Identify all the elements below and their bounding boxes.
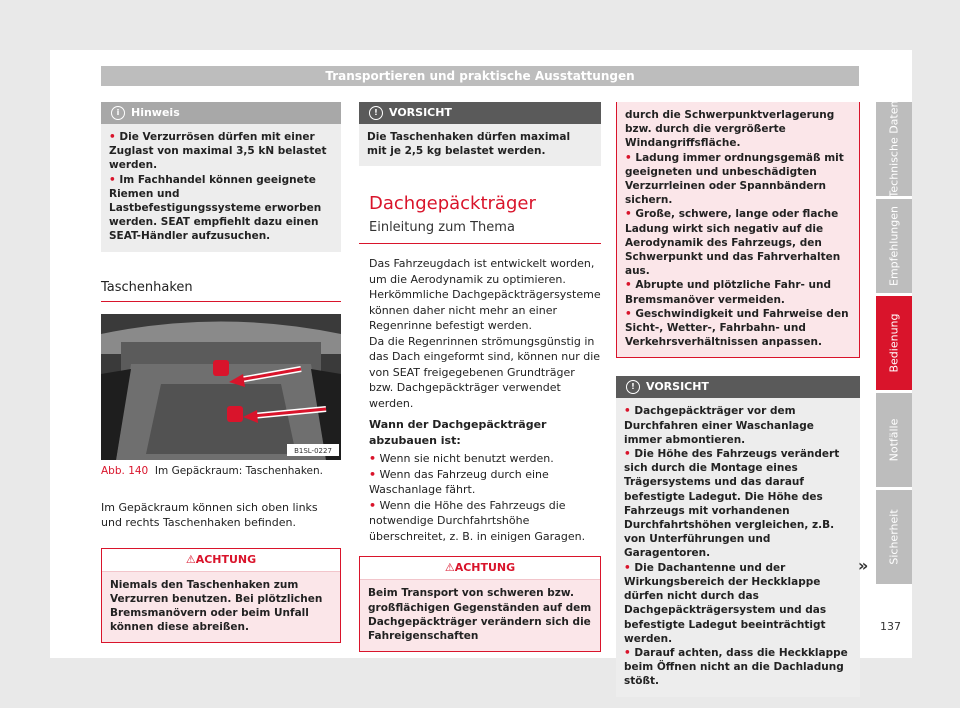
trunk-figure xyxy=(101,314,341,460)
list-item: • Die Dachantenne und der Wirkungsbereich der Heckklappe dürfen nicht durch das Dachgepäckträgersystem und das befestigte Ladegut beeinträchtigt werden. xyxy=(624,561,827,645)
section-title-dachgepaecktraeger: Dachgepäckträger xyxy=(369,193,536,215)
section-title-taschenhaken: Taschenhaken xyxy=(101,279,193,295)
tab-notfaelle[interactable]: Notfälle xyxy=(876,393,912,487)
achtung-box xyxy=(359,556,601,652)
list-item: • Wenn das Fahrzeug durch eine Waschanlage fährt. xyxy=(369,467,549,497)
right-column xyxy=(616,102,860,697)
hinweis-header: i Hinweis xyxy=(101,102,341,124)
info-icon: i xyxy=(111,106,125,120)
running-header: Transportieren und praktische Ausstattungen xyxy=(101,66,859,86)
caution-icon: ! xyxy=(369,106,383,120)
hinweis-box xyxy=(101,102,341,252)
vorsicht-header: ! VORSICHT xyxy=(616,376,860,398)
section-rule xyxy=(101,301,341,302)
list-item: • Große, schwere, lange oder flache Ladung wirkt sich negativ auf die Aerodynamik des Fahrzeugs, den Schwerpunkt und das Fahrverhalten aus. xyxy=(625,208,841,278)
vorsicht-body xyxy=(616,398,860,696)
list-item: • Dachgepäckträger vor dem Durchfahren einer Waschanlage immer abmontieren. xyxy=(624,405,814,446)
hinweis-body xyxy=(101,124,341,252)
tab-sicherheit[interactable]: Sicherheit xyxy=(876,490,912,584)
vorsicht-box xyxy=(359,102,601,166)
section-rule xyxy=(359,243,601,244)
achtung-header: ⚠ACHTUNG xyxy=(360,557,600,580)
trunk-illustration xyxy=(101,314,341,460)
list-item: • Wenn die Höhe des Fahrzeugs die notwendige Durchfahrtshöhe überschreitet, z. B. in einigen Garagen. xyxy=(369,498,586,543)
continue-marker: » xyxy=(858,556,869,575)
paragraph: Das Fahrzeugdach ist entwickelt worden, um die Aerodynamik zu optimieren. Herkömmliche Dachgepäckträgersysteme können daher nicht mehr an einer Regenrinne befestigt werden. xyxy=(369,257,601,333)
hinweis-item: • Die Verzurrösen dürfen mit einer Zuglast von maximal 3,5 kN belastet werden. xyxy=(109,131,327,172)
achtung-box xyxy=(101,548,341,644)
list-item: • Darauf achten, dass die Heckklappe beim Öffnen nicht an die Dachladung stößt. xyxy=(624,646,848,688)
achtung-body: Beim Transport von schweren bzw. großflächigen Gegenständen auf dem Dachgepäckträger verändern sich die Fahreigenschaften xyxy=(360,580,600,651)
achtung-header: ⚠ACHTUNG xyxy=(102,549,340,572)
subheading: Wann der Dachgepäckträger abzubauen ist: xyxy=(369,418,547,447)
taschenhaken-text: Im Gepäckraum können sich oben links und rechts Taschenhaken befinden. xyxy=(101,500,318,530)
figure-code: B1SL-0227 xyxy=(294,447,332,456)
list-item: • Ladung immer ordnungsgemäß mit geeigneten und unbeschädigten Verzurrleinen oder Spannbändern sichern. xyxy=(625,151,844,207)
list-item: • Die Höhe des Fahrzeugs verändert sich durch die Montage eines Trägersystems und das darauf befestigte Ladegut. Die Höhe des Fahrzeugs mit vorhandenen Durchfahrtshöhen vergleichen, z.B. von Unterführungen und Garagentoren. xyxy=(624,448,840,560)
vorsicht-header: ! VORSICHT xyxy=(359,102,601,124)
left-column xyxy=(101,102,341,643)
hinweis-item: • Im Fachhandel können geeignete Riemen und Lastbefestigungssysteme erworben werden. SEAT empfiehlt dazu einen SEAT-Händler aufzusuchen. xyxy=(109,173,322,243)
middle-column xyxy=(359,102,601,652)
vorsicht-box xyxy=(616,376,860,696)
achtung-continued-box xyxy=(616,102,860,358)
warning-icon: ⚠ xyxy=(185,552,196,566)
intro-text xyxy=(359,256,601,544)
vorsicht-body: Die Taschenhaken dürfen maximal mit je 2,5 kg belastet werden. xyxy=(367,131,571,158)
achtung-continued-body: durch die Schwerpunktverlagerung bzw. durch die vergrößerte Windangriffsfläche. • Ladung immer ordnungsgemäß mit geeigneten und unbeschädigten Verzurrleinen oder Spannbändern sichern. • Große, schwere, lange oder flache Ladung wirkt sich negativ auf die Aerodynamik des Fahrzeugs, den Schwerpunkt und das Fahrverhalten aus. • Abrupte und plötzliche Fahr- und Bremsmanöver vermeiden. • Geschwindigkeit und Fahrweise den Sicht-, Wetter-, Fahrbahn- und Verkehrsverhältnissen anpassen. xyxy=(617,102,859,357)
list-item: • Geschwindigkeit und Fahrweise den Sicht-, Wetter-, Fahrbahn- und Verkehrsverhältnissen anpassen. xyxy=(625,307,849,349)
page-number: 137 xyxy=(880,620,901,633)
tab-bedienung[interactable]: Bedienung xyxy=(876,296,912,390)
list-item: • Wenn sie nicht benutzt werden. xyxy=(369,452,554,466)
tab-technische-daten[interactable]: Technische Daten xyxy=(876,102,912,196)
caution-icon: ! xyxy=(626,380,640,394)
tab-empfehlungen[interactable]: Empfehlungen xyxy=(876,199,912,293)
achtung-body: Niemals den Taschenhaken zum Verzurren benutzen. Bei plötzlichen Bremsmanövern oder beim Unfall können diese abreißen. xyxy=(102,572,340,643)
paragraph: Da die Regenrinnen strömungsgünstig in das Dach eingeformt sind, können nur die von SEAT freigegebenen Grundträger bzw. Dachgepäckträger verwendet werden. xyxy=(369,334,601,410)
section-subtitle: Einleitung zum Thema xyxy=(369,219,515,235)
figure-caption: Abb. 140 Im Gepäckraum: Taschenhaken. xyxy=(101,465,324,478)
list-item: • Abrupte und plötzliche Fahr- und Bremsmanöver vermeiden. xyxy=(625,279,832,306)
warning-icon: ⚠ xyxy=(444,561,455,575)
